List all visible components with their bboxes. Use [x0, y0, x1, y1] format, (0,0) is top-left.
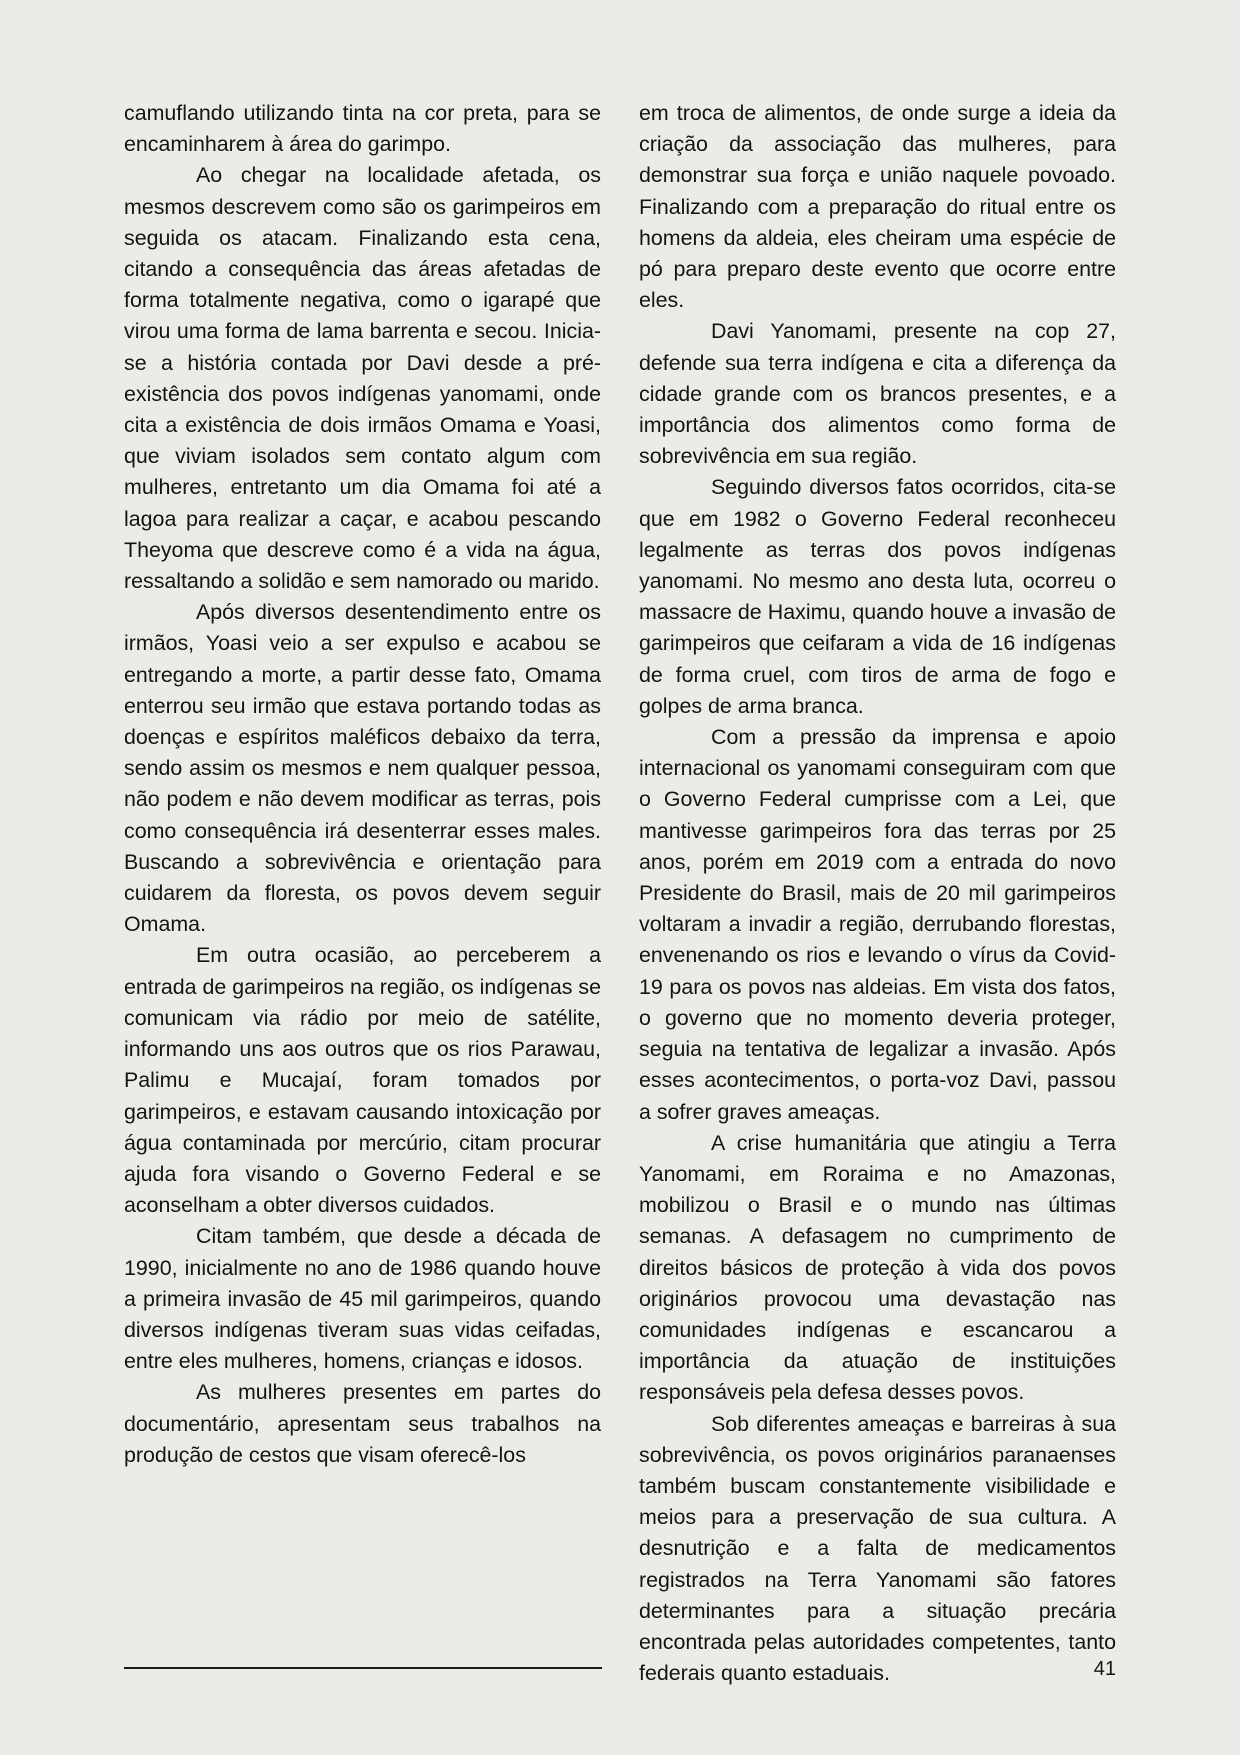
paragraph: Davi Yanomami, presente na cop 27, defende sua terra indígena e cita a diferença da cidade grande com os brancos presentes, e a importância dos alimentos como forma de sobrevivência em sua região. — [639, 319, 1116, 469]
paragraph: Em outra ocasião, ao perceberem a entrada de garimpeiros na região, os indígenas se comunicam via rádio por meio de satélite, informando uns aos outros que os rios Parawau, Palimu e Mucajaí, foram tomados por garimpeiros, e estavam causando intoxicação por água contaminada por mercúrio, citam procurar ajuda fora visando o Governo Federal e se aconselham a obter diversos cuidados. — [124, 943, 601, 1218]
paragraph: As mulheres presentes em partes do documentário, apresentam seus trabalhos na produção de cestos que visam oferecê-los — [124, 1380, 601, 1467]
left-text-column — [124, 98, 601, 1471]
paragraph-continued: em troca de alimentos, de onde surge a ideia da criação da associação das mulheres, para demonstrar sua força e união naquele povoado. Finalizando com a preparação do ritual entre os homens da aldeia, eles cheiram uma espécie de pó para preparo deste evento que ocorre entre eles. — [639, 101, 1116, 313]
page-number: 41 — [1093, 1658, 1116, 1680]
paragraph: Ao chegar na localidade afetada, os mesmos descrevem como são os garimpeiros em seguida os atacam. Finalizando esta cena, citando a consequência das áreas afetadas de forma totalmente negativa, como o igarapé que virou uma forma de lama barrenta e secou. Inicia-se a história contada por Davi desde a pré-existência dos povos indígenas yanomami, onde cita a existência de dois irmãos Omama e Yoasi, que viviam isolados sem contato algum com mulheres, entretanto um dia Omama foi até a lagoa para realizar a caçar, e acabou pescando Theyoma que descreve como é a vida na água, ressaltando a solidão e sem namorado ou marido. — [124, 163, 601, 594]
paragraph: Após diversos desentendimento entre os irmãos, Yoasi veio a ser expulso e acabou se entregando a morte, a partir desse fato, Omama enterrou seu irmão que estava portando todas as doenças e espíritos maléficos debaixo da terra, sendo assim os mesmos e nem qualquer pessoa, não podem e não devem modificar as terras, pois como consequência irá desenterrar esses males. Buscando a sobrevivência e orientação para cuidarem da floresta, os povos devem seguir Omama. — [124, 600, 601, 937]
right-text-column — [639, 98, 1116, 1689]
footnote-divider-rule — [124, 1667, 602, 1669]
paragraph: Sob diferentes ameaças e barreiras à sua sobrevivência, os povos originários paranaenses também buscam constantemente visibilidade e meios para a preservação de sua cultura. A desnutrição e a falta de medicamentos registrados na Terra Yanomami são fatores determinantes para a situação precária encontrada pelas autoridades competentes, tanto federais quanto estaduais. — [639, 1411, 1116, 1686]
paragraph: Com a pressão da imprensa e apoio internacional os yanomami conseguiram com que o Governo Federal cumprisse com a Lei, que mantivesse garimpeiros fora das terras por 25 anos, porém em 2019 com a entrada do novo Presidente do Brasil, mais de 20 mil garimpeiros voltaram a invadir a região, derrubando florestas, envenenando os rios e levando o vírus da Covid-19 para os povos nas aldeias. Em vista dos fatos, o governo que no momento deveria proteger, seguia na tentativa de legalizar a invasão. Após esses acontecimentos, o porta-voz Davi, passou a sofrer graves ameaças. — [639, 725, 1116, 1124]
paragraph-continued: camuflando utilizando tinta na cor preta, para se encaminharem à área do garimpo. — [124, 101, 601, 157]
paragraph: A crise humanitária que atingiu a Terra Yanomami, em Roraima e no Amazonas, mobilizou o Brasil e o mundo nas últimas semanas. A defasagem no cumprimento de direitos básicos de proteção à vida dos povos originários provocou uma devastação nas comunidades indígenas e escancarou a importância da atuação de instituições responsáveis pela defesa desses povos. — [639, 1130, 1116, 1405]
paragraph: Seguindo diversos fatos ocorridos, cita-se que em 1982 o Governo Federal reconheceu legalmente as terras dos povos indígenas yanomami. No mesmo ano desta luta, ocorreu o massacre de Haximu, quando houve a invasão de garimpeiros que ceifaram a vida de 16 indígenas de forma cruel, com tiros de arma de fogo e golpes de arma branca. — [639, 475, 1116, 718]
paragraph: Citam também, que desde a década de 1990, inicialmente no ano de 1986 quando houve a primeira invasão de 45 mil garimpeiros, quando diversos indígenas tiveram suas vidas ceifadas, entre eles mulheres, homens, crianças e idosos. — [124, 1224, 601, 1374]
